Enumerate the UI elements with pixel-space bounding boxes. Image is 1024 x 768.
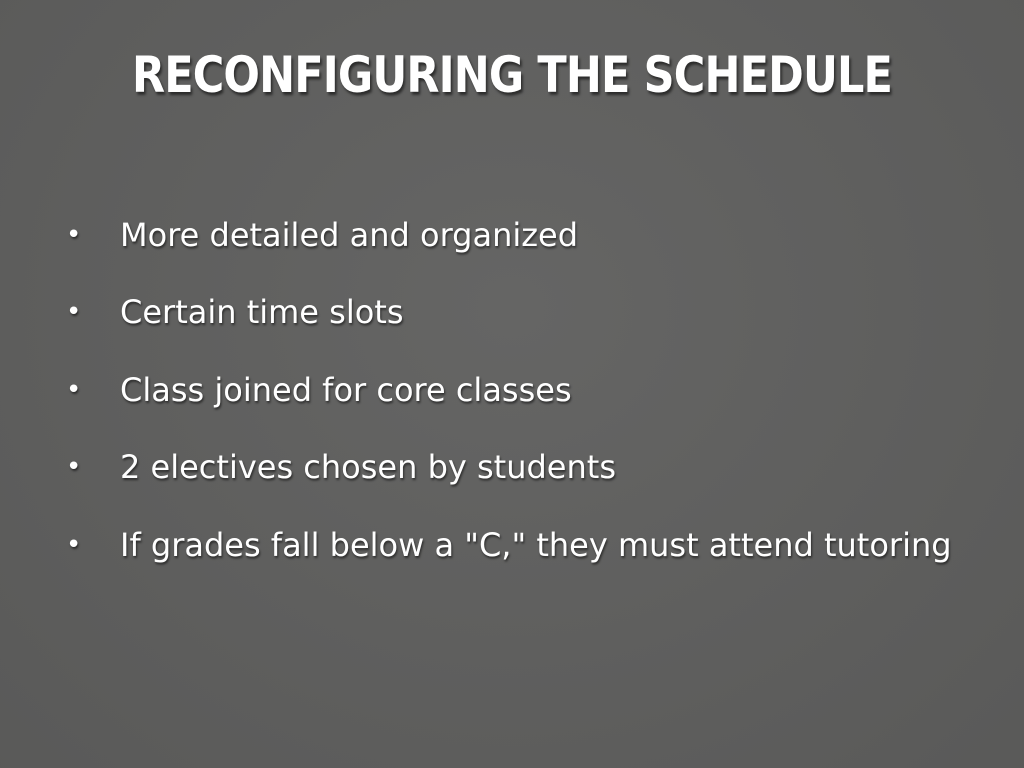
bullet-icon: • [66,529,82,560]
bullet-item [62,196,1002,274]
bullet-text: More detailed and organized [120,215,579,254]
bullet-text: Certain time slots [120,293,404,332]
bullet-icon: • [66,219,82,250]
bullet-item [62,351,1002,429]
bullet-item [62,274,1002,352]
bullet-item [62,429,1002,507]
bullet-text: If grades fall below a "C," they must attend tutoring [120,525,952,564]
bullet-list [62,196,1002,584]
bullet-text: Class joined for core classes [120,370,572,409]
bullet-item [62,506,1002,584]
bullet-icon: • [66,297,82,328]
bullet-text: 2 electives chosen by students [120,448,616,487]
bullet-icon: • [66,374,82,405]
slide-title: RECONFIGURING THE SCHEDULE [131,46,893,104]
bullet-icon: • [66,452,82,483]
